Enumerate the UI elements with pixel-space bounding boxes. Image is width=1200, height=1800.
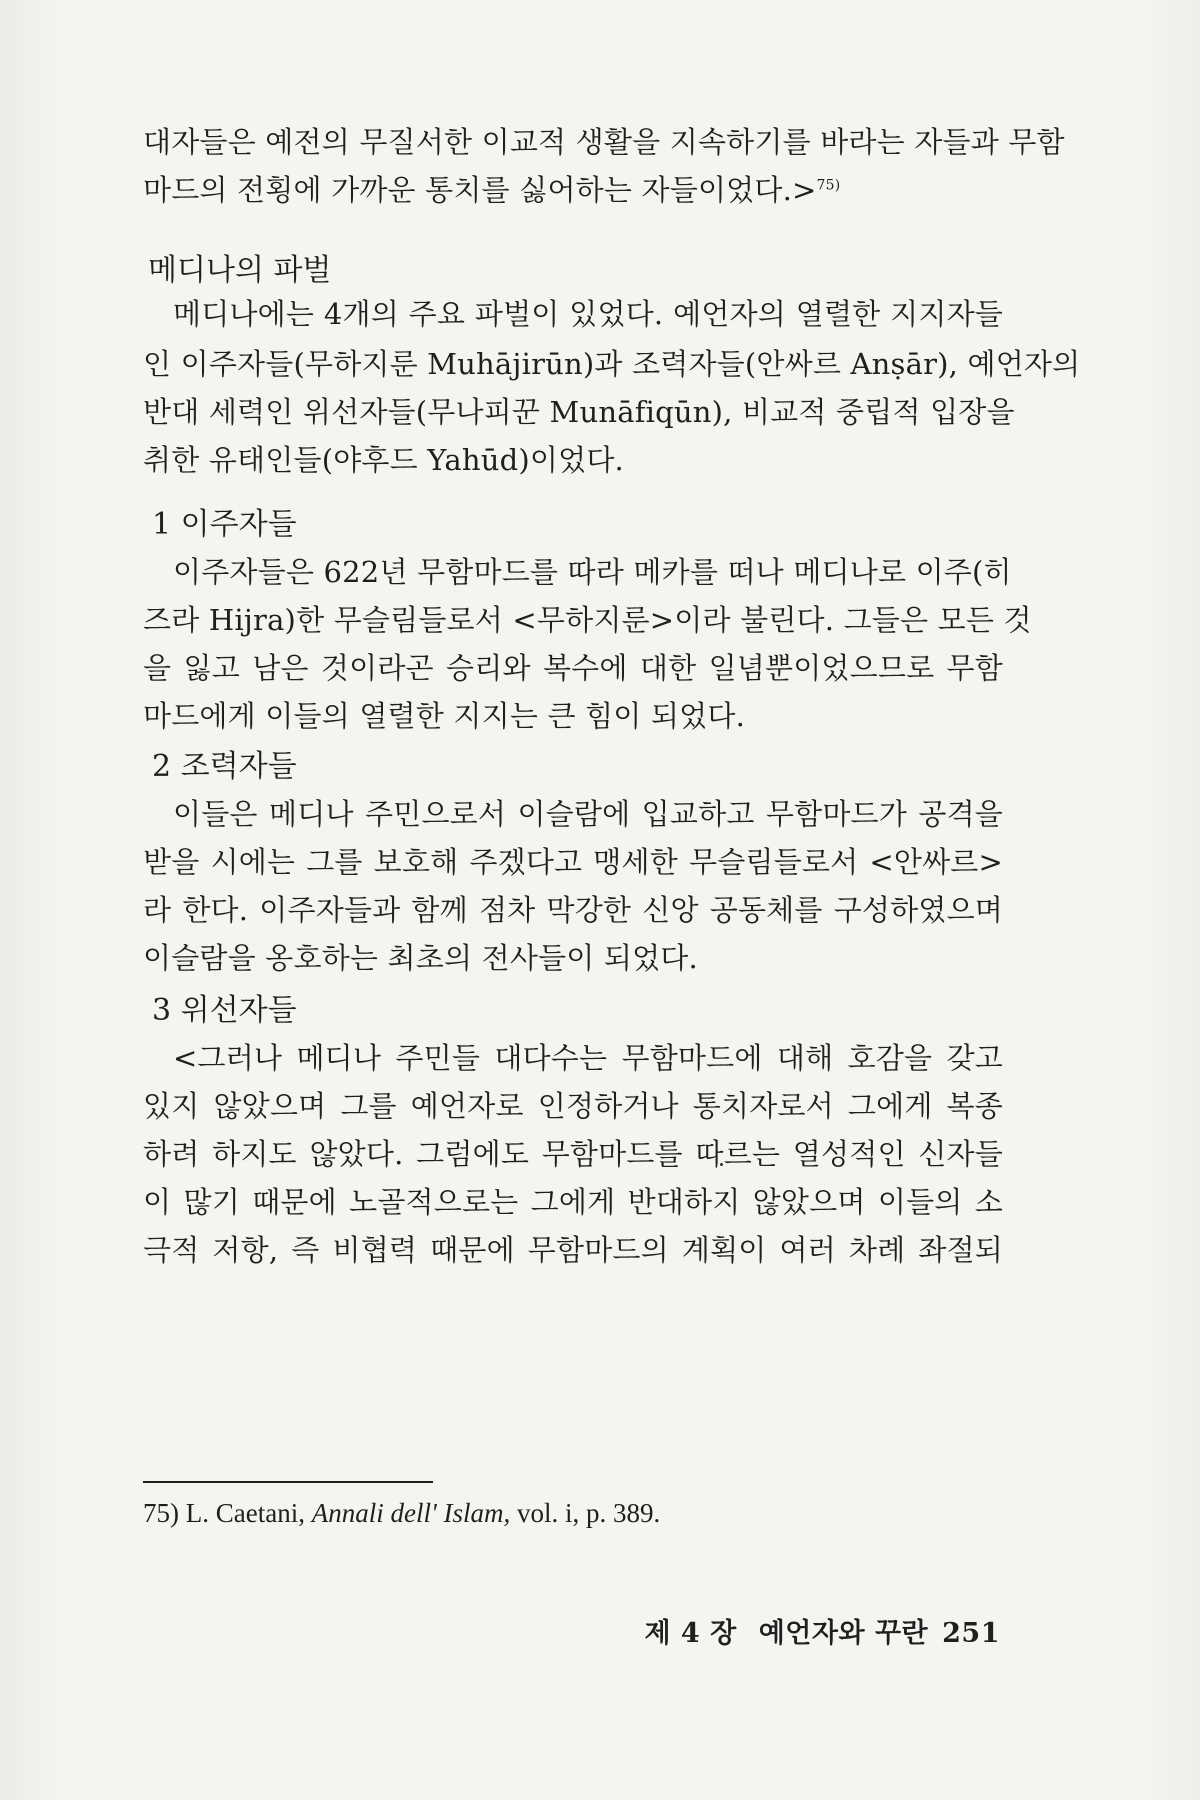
group-heading-helpers: 2 조력자들 [152,749,297,784]
text-line: 있지 않았으며 그를 예언자로 인정하거나 통치자로서 그에게 복종 [143,1089,1003,1123]
text-line [143,173,1003,207]
footnote-author: L. Caetani, [185,1498,305,1528]
footnote [143,1500,660,1527]
footnote-details: vol. i, p. 389. [516,1498,661,1528]
group-heading-emigrants: 1 이주자들 [152,507,297,542]
section-title: 메디나의 파벌 [148,253,332,288]
text-line: 이주자들은 622년 무함마드를 따라 메카를 떠나 메디나로 이주(히 [173,555,1012,589]
text-line: 하려 하지도 않았다. 그럼에도 무함마드를 따르는 열성적인 신자들 [143,1137,1003,1171]
text-line: 이들은 메디나 주민으로서 이슬람에 입교하고 무함마드가 공격을 [173,797,1003,831]
page-number: 251 [942,1618,1000,1649]
text-line-content: 마드의 전횡에 가까운 통치를 싫어하는 자들이었다.> [143,173,817,207]
text-line: 을 잃고 남은 것이라곤 승리와 복수에 대한 일념뿐이었으므로 무함 [143,651,1003,685]
text-line: 메디나에는 4개의 주요 파벌이 있었다. 예언자의 열렬한 지지자들 [173,297,1003,331]
chapter-title: 예언자와 꾸란 [758,1618,929,1649]
text-line: 마드에게 이들의 열렬한 지지는 큰 힘이 되었다. [143,699,745,733]
text-line: 이슬람을 옹호하는 최초의 전사들이 되었다. [143,941,698,975]
text-line: 반대 세력인 위선자들(무나피꾼 Munāfiqūn), 비교적 중립적 입장을 [143,395,1015,429]
text-line: 라 한다. 이주자들과 함께 점차 막강한 신앙 공동체를 구성하였으며 [143,893,1003,927]
footnote-reference[interactable]: 75) [816,177,841,194]
page-footer [644,1620,1000,1647]
text-line: <그러나 메디나 주민들 대다수는 무함마드에 대해 호감을 갖고 [173,1041,1003,1075]
footnote-divider [143,1481,433,1483]
chapter-label: 제 4 장 [644,1618,737,1649]
footnote-number: 75) [143,1498,179,1528]
text-line: 대자들은 예전의 무질서한 이교적 생활을 지속하기를 바라는 자들과 무함 [143,125,1065,159]
footnote-title: Annali dell' Islam, [311,1498,511,1528]
group-heading-hypocrites: 3 위선자들 [152,993,297,1028]
text-line: 취한 유태인들(야후드 Yahūd)이었다. [143,443,624,477]
text-line: 극적 저항, 즉 비협력 때문에 무함마드의 계획이 여러 차례 좌절되 [143,1233,1003,1267]
text-line: 인 이주자들(무하지룬 Muhājirūn)과 조력자들(안싸르 Anṣār), 예언자의 [143,347,1081,381]
text-line: 받을 시에는 그를 보호해 주겠다고 맹세한 무슬림들로서 <안싸르> [143,845,1003,879]
text-line: 이 많기 때문에 노골적으로는 그에게 반대하지 않았으며 이들의 소 [143,1185,1003,1219]
text-line: 즈라 Hijra)한 무슬림들로서 <무하지룬>이라 불린다. 그들은 모든 것 [143,603,1032,637]
